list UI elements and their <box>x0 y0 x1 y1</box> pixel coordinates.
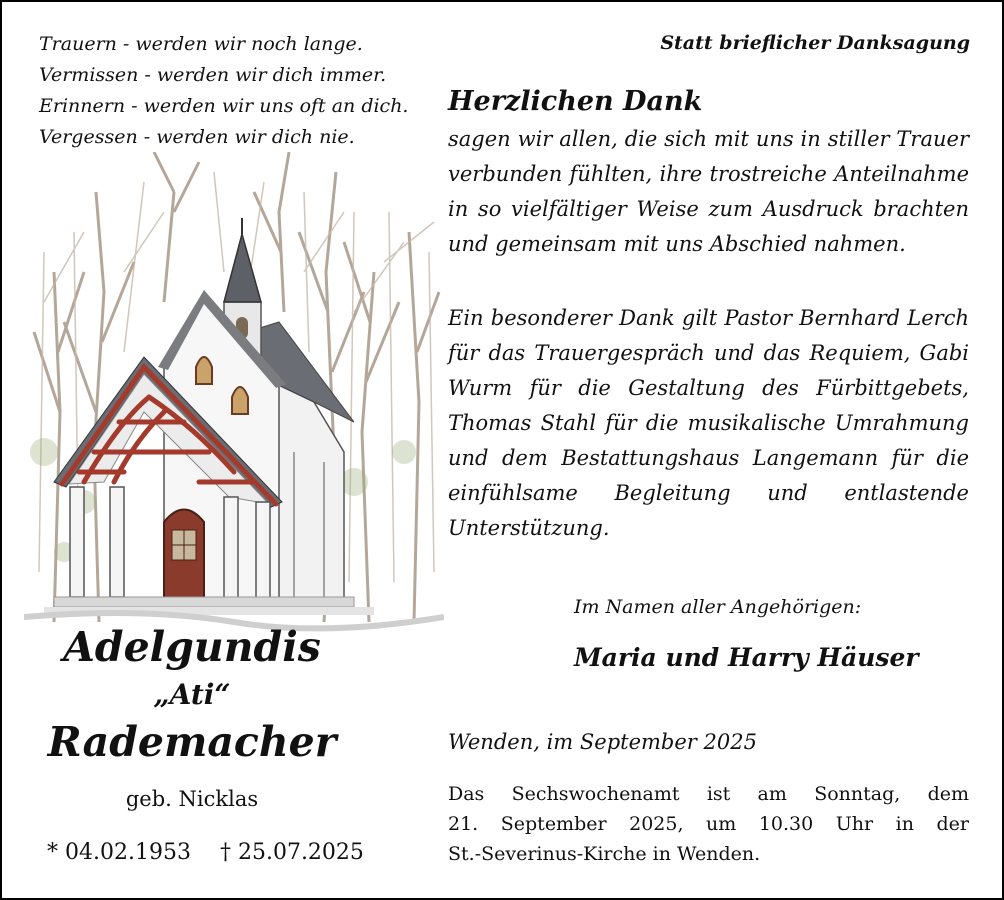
text-line: Thomas Stahl für die musikalische Umrahmung <box>448 411 969 435</box>
text-line: 21. September 2025, um 10.30 Uhr in der <box>448 813 969 835</box>
birth-name: geb. Nicklas <box>125 787 259 811</box>
text-line: St.-Severinus-Kirche in Wenden. <box>448 843 761 865</box>
text-line: Das Sechswochenamt ist am Sonntag, dem <box>448 783 969 805</box>
special-thanks-paragraph <box>448 301 969 546</box>
text-line: und dem Bestattungshaus Langemann für die <box>448 446 969 470</box>
signers-names: Maria und Harry Häuser <box>574 643 919 672</box>
chapel-illustration <box>24 152 444 632</box>
text-line: Unterstützung. <box>448 516 610 540</box>
thanks-paragraph <box>448 122 969 262</box>
notice-type-header: Statt brieflicher Danksagung <box>660 32 970 54</box>
poem-line-1: Trauern - werden wir noch lange. <box>39 33 363 55</box>
poem-line-3: Erinnern - werden wir uns oft an dich. <box>39 95 409 117</box>
first-name: Adelgundis <box>63 623 321 671</box>
thanks-heading: Herzlichen Dank <box>448 86 703 117</box>
text-line: sagen wir allen, die sich mit uns in stiller Trauer <box>448 127 969 151</box>
death-date: † 25.07.2025 <box>219 840 364 865</box>
text-line: und gemeinsam mit uns Abschied nahmen. <box>448 232 906 256</box>
life-dates <box>47 838 386 868</box>
last-name: Rademacher <box>47 718 337 766</box>
text-line: Ein besonderer Dank gilt Pastor Bernhard Lerch <box>448 306 969 330</box>
poem-line-2: Vermissen - werden wir dich immer. <box>39 64 387 86</box>
text-line: einfühlsame Begleitung und entlastende <box>448 481 969 505</box>
on-behalf-label: Im Namen aller Angehörigen: <box>574 596 862 618</box>
mass-notice <box>448 779 969 869</box>
memorial-poem <box>39 29 408 153</box>
place-date: Wenden, im September 2025 <box>448 730 757 754</box>
text-line: verbunden fühlten, ihre trostreiche Anteilnahme <box>448 162 969 186</box>
poem-line-4: Vergessen - werden wir dich nie. <box>39 126 355 148</box>
text-line: Wurm für die Gestaltung des Fürbittgebets, <box>448 376 969 400</box>
birth-date: * 04.02.1953 <box>47 840 191 865</box>
text-line: für das Trauergespräch und das Requiem, Gabi <box>448 341 969 365</box>
text-line: in so vielfältiger Weise zum Ausdruck brachten <box>448 197 969 221</box>
nickname: „Ati“ <box>153 678 231 711</box>
